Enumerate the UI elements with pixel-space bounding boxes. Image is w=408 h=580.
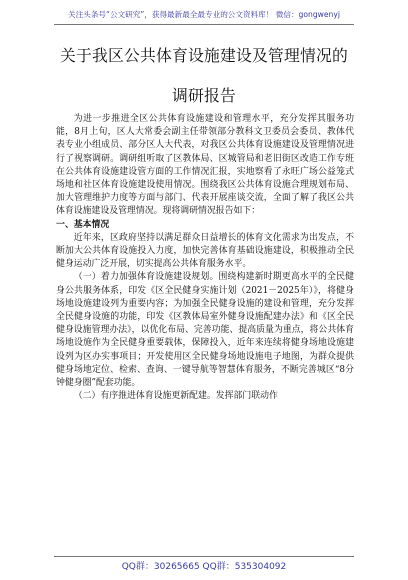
footer-qq-groups: QQ群：30265665 QQ群：535304092 <box>121 562 287 572</box>
document-body <box>56 113 354 403</box>
header-promo-text: 关注头条号“公文研究”，获得最新最全最专业的公文资料库！ 微信：gongwenyj <box>68 10 340 19</box>
point1-text: 围绕构建新时期更高水平的全民健身公共服务体系，印发《区全民健身实施计划（2021－2025年）》，将健身场地设施建设列为重要内容；为加强全民健身设施的建设和管理，充分发挥全民健身设施的功能，印发《区教体局室外健身设施配建办法》和《区全民健身设施管理办法》，以优化布局、完善功能、提高质量为重点，将公共体育场地设施作为全民健身重要载体，保障投入，近年来连续将健身场地设施建设列为区办实事项目；开发使用区全民健身场地设施电子地图，为群众提供健身场地定位、检索、查询、一键导航等智慧体育服务，不断完善城区“8分钟健身圈”配套功能。 <box>56 272 355 389</box>
page-header <box>0 0 408 26</box>
section1-paragraph: 近年来，区政府坚持以满足群众日益增长的体育文化需求为出发点，不断加大公共体育设施投入力度，加快完善体育基础设施建设，积极推动全民健身运动广泛开展，切实提高公共体育服务水平。 <box>56 232 354 270</box>
intro-paragraph: 为进一步推进全区公共体育设施建设和管理水平，充分发挥其服务功能，8月上旬，区人大常委会副主任带领部分教科文卫委员会委员、教体代表专业小组成员、部分区人大代表，对我区公共体育设施建设及管理情况进行了视察调研。调研组听取了区教体局、区城管局和老旧街区改造工作专班在公共体育设施建设管方面的工作情况汇报，实地察看了永旺广场公益笼式场地和社区体育设施建设使用情况。围绕我区公共体育设施合理规划布局、加大管理维护力度等方面与部门、代表开展座谈交流，全面了解了我区公共体育设施建设及管理情况。现将调研情况报告如下： <box>56 114 354 217</box>
point2-paragraph <box>56 390 354 403</box>
point2-text: 发挥部门联动作 <box>215 391 278 402</box>
section-heading-basic-situation: 一、基本情况 <box>56 219 110 230</box>
page-footer <box>0 556 408 572</box>
point1-lead: （一）着力加强体育设施建设规划。 <box>73 272 219 283</box>
footer-divider <box>54 556 354 557</box>
point2-lead: （二）有序推进体育设施更新配建。 <box>73 391 216 402</box>
point1-paragraph <box>56 271 354 390</box>
document-title-line-1: 关于我区公共体育设施建设及管理情况的 <box>60 46 348 65</box>
document-title-line-2: 调研报告 <box>172 86 236 105</box>
header-divider <box>54 24 354 25</box>
